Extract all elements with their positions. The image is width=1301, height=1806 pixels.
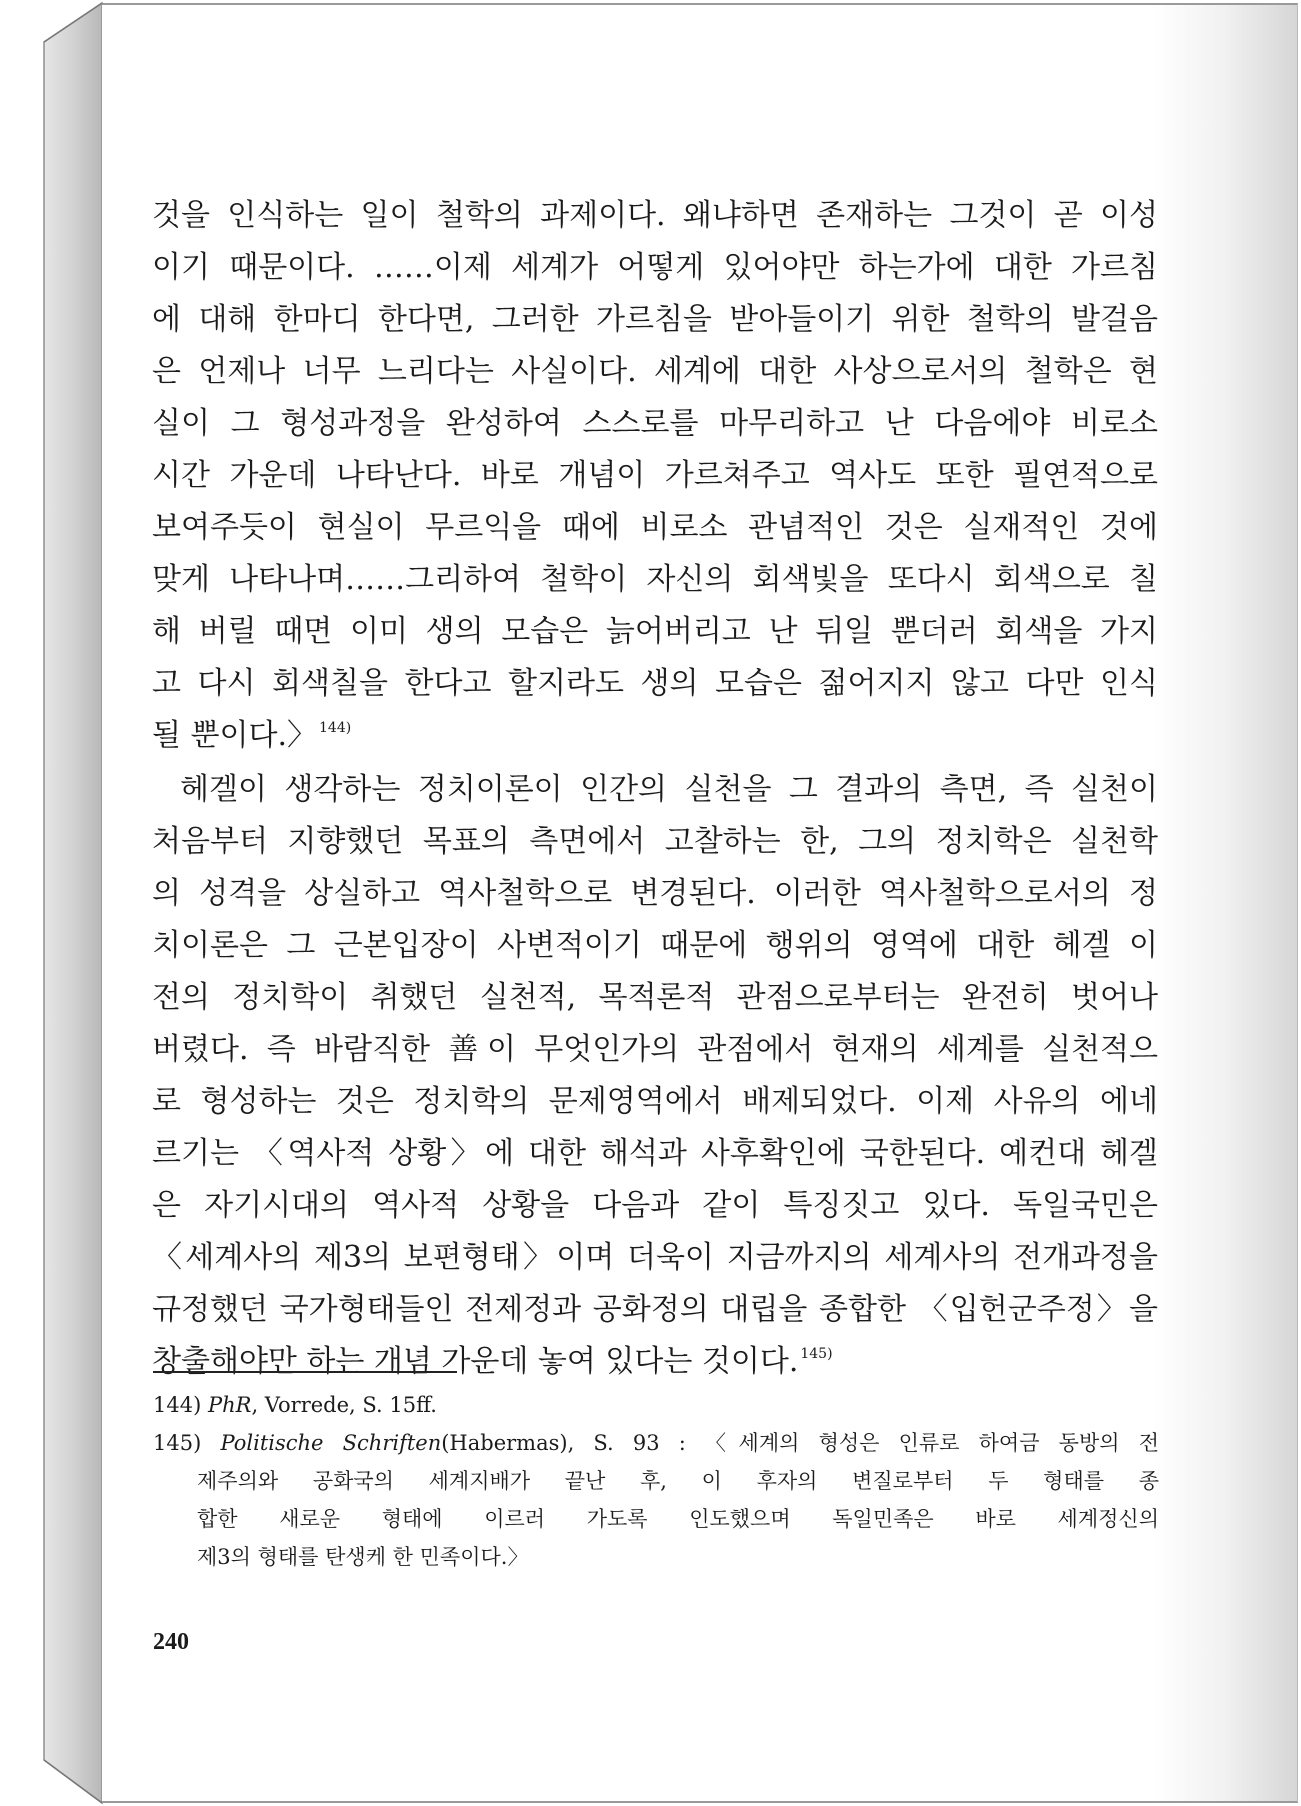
text-line: 것을 인식하는 일이 철학의 과제이다. 왜냐하면 존재하는 그것이 곧 이성 [152, 198, 1158, 233]
text-line: 고 다시 회색칠을 한다고 할지라도 생의 모습은 젊어지지 않고 다만 인식 [152, 666, 1158, 701]
text-line: 이기 때문이다. ……이제 세계가 어떻게 있어야만 하는가에 대한 가르침 [152, 250, 1158, 285]
text-line: 맞게 나타나며……그리하여 철학이 자신의 회색빛을 또다시 회색으로 칠 [152, 562, 1158, 597]
text-line: 규정했던 국가형태들인 전제정과 공화정의 대립을 종합한 〈입헌군주정〉을 [152, 1292, 1158, 1327]
text-line: 시간 가운데 나타난다. 바로 개념이 가르쳐주고 역사도 또한 필연적으로 [152, 458, 1158, 493]
page-number: 240 [153, 1629, 189, 1655]
text-line: 은 자기시대의 역사적 상황을 다음과 같이 특징짓고 있다. 독일국민은 [152, 1188, 1158, 1223]
footnote-source-detail: , Vorrede, S. 15ff. [251, 1393, 437, 1417]
text-line: 〈세계사의 제3의 보편형태〉이며 더욱이 지금까지의 세계사의 전개과정을 [152, 1240, 1158, 1275]
text-line: 에 대해 한마디 한다면, 그러한 가르침을 받아들이기 위한 철학의 발걸음 [152, 302, 1158, 337]
footnote-divider [153, 1371, 457, 1373]
footnote-line [153, 1386, 437, 1424]
footnote-number: 145) [153, 1431, 202, 1455]
text-line: 은 언제나 너무 느리다는 사실이다. 세계에 대한 사상으로서의 철학은 현 [152, 354, 1158, 389]
footnote-reference-145: 145) [800, 1346, 833, 1362]
text-line: 치이론은 그 근본입장이 사변적이기 때문에 행위의 영역에 대한 헤겔 이 [152, 928, 1158, 963]
footnote-reference-144: 144) [319, 720, 352, 736]
text-line [152, 1336, 1158, 1388]
footnote-source-title: PhR [207, 1393, 252, 1417]
text-line: 전의 정치학이 취했던 실천적, 목적론적 관점으로부터는 완전히 벗어나 [152, 980, 1158, 1015]
text-line [152, 710, 1158, 762]
text-line-content: 될 뿐이다.〉 [152, 718, 317, 753]
footnote-line: 제3의 형태를 탄생케 한 민족이다.〉 [197, 1545, 529, 1569]
text-line: 해 버릴 때면 이미 생의 모습은 늙어버리고 난 뒤일 뿐더러 회색을 가지 [152, 614, 1158, 649]
footnote-number: 144) [153, 1393, 202, 1417]
footnote-line: 합한 새로운 형태에 이르러 가도록 인도했으며 독일민족은 바로 세계정신의 [197, 1507, 1159, 1531]
text-line: 처음부터 지향했던 목표의 측면에서 고찰하는 한, 그의 정치학은 실천학 [152, 824, 1158, 859]
text-line: 버렸다. 즉 바람직한 善이 무엇인가의 관점에서 현재의 세계를 실천적으 [152, 1032, 1158, 1067]
text-line: 로 형성하는 것은 정치학의 문제영역에서 배제되었다. 이제 사유의 에네 [152, 1084, 1158, 1119]
footnote-line: 제주의와 공화국의 세계지배가 끝난 후, 이 후자의 변질로부터 두 형태를 종 [197, 1469, 1159, 1493]
footnote-line [153, 1424, 1159, 1462]
text-line: 르기는 〈역사적 상황〉에 대한 해석과 사후확인에 국한된다. 예컨대 헤겔 [152, 1136, 1158, 1171]
footnote-source-detail: (Habermas), S. 93 : 〈세계의 형성은 인류로 하여금 동방의 전 [441, 1431, 1159, 1455]
text-line: 의 성격을 상실하고 역사철학으로 변경된다. 이러한 역사철학으로서의 정 [152, 876, 1158, 911]
text-line-content: 창출해야만 하는 개념 가운데 놓여 있다는 것이다. [152, 1344, 799, 1379]
text-line: 보여주듯이 현실이 무르익을 때에 비로소 관념적인 것은 실재적인 것에 [152, 510, 1158, 545]
footnote-source-title: Politische Schriften [220, 1431, 442, 1455]
text-line: 헤겔이 생각하는 정치이론이 인간의 실천을 그 결과의 측면, 즉 실천이 [180, 772, 1158, 807]
text-line: 실이 그 형성과정을 완성하여 스스로를 마무리하고 난 다음에야 비로소 [152, 406, 1158, 441]
